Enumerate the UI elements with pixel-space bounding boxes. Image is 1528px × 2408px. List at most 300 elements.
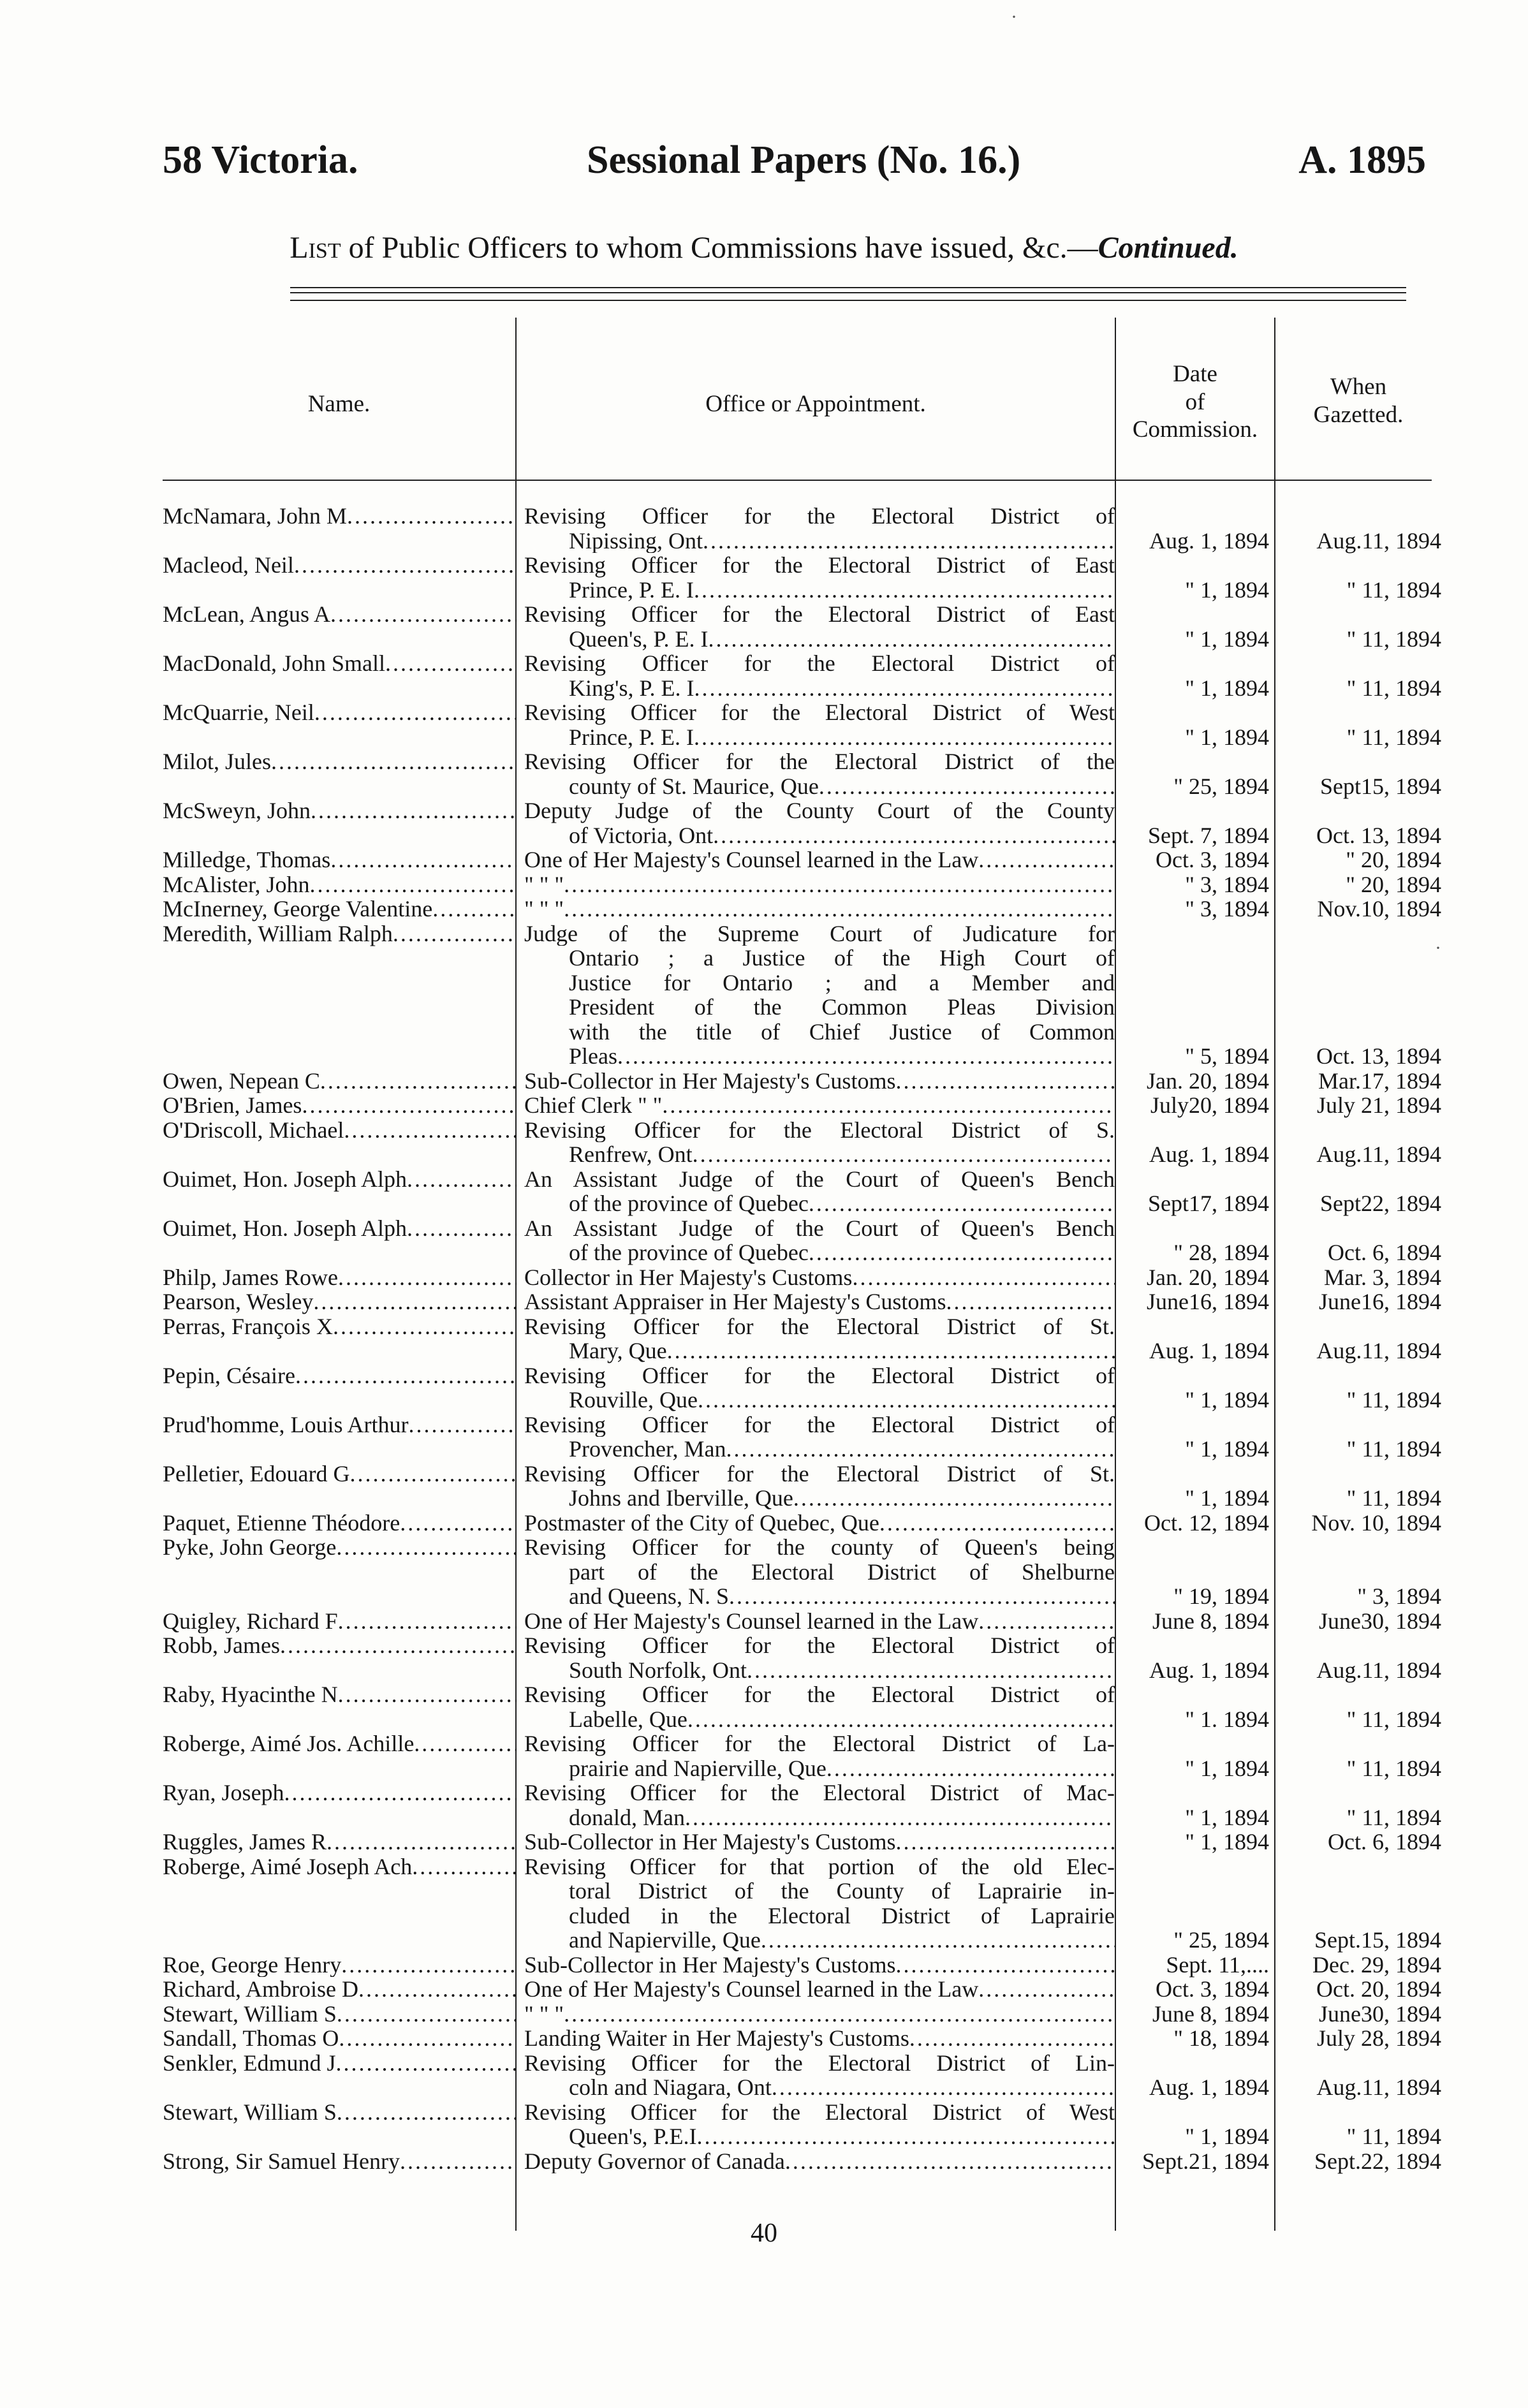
table-row (163, 651, 1441, 700)
office-line (524, 1191, 1115, 1216)
office-line-text: Deputy Judge of the County Court of the County (524, 798, 1115, 823)
leader-dots (400, 1511, 517, 1536)
gazetted-date: " 11, 1894 (1346, 2124, 1441, 2149)
officer-name-text: Philp, James Rowe (163, 1265, 338, 1289)
gazetted-date: Mar. 3, 1894 (1324, 1264, 1441, 1290)
office-line (524, 1216, 1115, 1241)
leader-dots (978, 1609, 1115, 1634)
office-line (524, 1486, 1115, 1511)
office-line-text: One of Her Majesty's Counsel learned in the Law (524, 848, 979, 872)
commission-date: Aug. 1, 1894 (1149, 527, 1269, 554)
leader-dots (879, 1511, 1115, 1536)
commission-date: " 1, 1894 (1185, 1387, 1269, 1413)
table-row (163, 1830, 1441, 1854)
table-row (163, 1535, 1441, 1609)
office-line-text: One of Her Majesty's Counsel learned in the Law (524, 1608, 979, 1633)
leader-dots (785, 2149, 1115, 2174)
table-row (163, 2051, 1441, 2100)
office-appointment (517, 553, 1115, 602)
leader-dots (564, 2002, 1115, 2027)
gazetted-date: " 11, 1894 (1346, 675, 1441, 701)
office-line (524, 798, 1115, 823)
office-line (524, 872, 1115, 897)
commission-date: " 25, 1894 (1173, 773, 1269, 799)
commission-date: Aug. 1, 1894 (1149, 1338, 1269, 1363)
office-appointment (517, 872, 1115, 897)
office-line (524, 823, 1115, 848)
commission-date: " 1, 1894 (1185, 1804, 1269, 1830)
office-line (524, 1044, 1115, 1069)
leader-dots (412, 1854, 517, 1879)
leader-dots (407, 1167, 517, 1192)
leader-dots (407, 1216, 517, 1241)
table-row (163, 1314, 1441, 1363)
leader-dots (311, 798, 517, 823)
leader-dots (271, 749, 517, 774)
officer-name (163, 700, 517, 749)
office-line (524, 995, 1115, 1020)
gazetted-date: Aug.11, 1894 (1316, 1657, 1441, 1683)
office-line-text: President of the Common Pleas Division (569, 995, 1115, 1020)
office-line (524, 602, 1115, 627)
gazetted-date: June16, 1894 (1319, 1289, 1441, 1314)
office-line (524, 2002, 1115, 2027)
office-appointment (517, 1535, 1115, 1609)
office-line-text: coln and Niagara, Ont (569, 2075, 772, 2100)
office-appointment (517, 1953, 1115, 1978)
office-line-text: Revising Officer for the Electoral District of (524, 1682, 1115, 1707)
top-rule-2 (290, 292, 1406, 293)
table-row (163, 798, 1441, 848)
office-line-text: Mary, Que (569, 1339, 667, 1363)
office-line (524, 2100, 1115, 2125)
office-line-text: Revising Officer for the Electoral District of the (524, 749, 1115, 774)
officer-name-text: Paquet, Etienne Théodore (163, 1510, 400, 1535)
office-line (524, 1879, 1115, 1904)
gazetted-date: Oct. 13, 1894 (1316, 1043, 1441, 1069)
gazetted-date: Sept.15, 1894 (1314, 1927, 1441, 1953)
table-row (163, 1977, 1441, 2002)
gazetted-date: " 11, 1894 (1346, 724, 1441, 750)
officer-name (163, 1265, 517, 1290)
caption-continued: Continued. (1098, 231, 1238, 265)
office-line-text: Judge of the Supreme Court of Judicature for (524, 921, 1115, 946)
office-line-text: Revising Officer for the Electoral District of West (524, 700, 1115, 725)
officer-name (163, 1289, 517, 1314)
gazetted-date: Sept.22, 1894 (1314, 2148, 1441, 2174)
office-line-text: " " " (524, 897, 564, 921)
officer-name (163, 1977, 517, 2002)
office-appointment (517, 1609, 1115, 1634)
office-line (524, 1560, 1115, 1585)
officer-name (163, 1167, 517, 1216)
running-head-center: Sessional Papers (No. 16.) (587, 138, 1021, 182)
gazetted-date: June30, 1894 (1319, 2001, 1441, 2027)
office-line-text: Revising Officer for the Electoral District of (524, 1633, 1115, 1658)
officer-name-text: Milot, Jules (163, 749, 272, 774)
gazetted-date: Oct. 13, 1894 (1316, 822, 1441, 848)
table-row (163, 848, 1441, 872)
office-line-text: with the title of Chief Justice of Common (569, 1019, 1115, 1044)
office-line (524, 1339, 1115, 1363)
officer-name-text: Sandall, Thomas O (163, 2026, 339, 2051)
office-line (524, 1142, 1115, 1167)
leader-dots (295, 1363, 517, 1388)
leader-dots (432, 897, 517, 921)
office-line-text: Justice for Ontario ; and a Member and (569, 970, 1115, 995)
leader-dots (852, 1265, 1115, 1290)
leader-dots (793, 1486, 1115, 1511)
table-row (163, 1633, 1441, 1682)
commission-date: Oct. 3, 1894 (1156, 847, 1269, 872)
office-line (524, 1437, 1115, 1462)
leader-dots (310, 872, 517, 897)
leader-dots (338, 1682, 517, 1707)
leader-dots (344, 1118, 517, 1143)
office-appointment (517, 602, 1115, 651)
office-line-text: Revising Officer for the Electoral District of La- (524, 1731, 1115, 1756)
commission-date: Sept17, 1894 (1147, 1191, 1269, 1216)
officer-name-text: McSweyn, John (163, 798, 311, 823)
leader-dots (333, 1314, 517, 1339)
gazetted-date: " 11, 1894 (1346, 576, 1441, 603)
officer-name-text: Prud'homme, Louis Arthur (163, 1412, 409, 1437)
leader-dots (314, 700, 517, 725)
office-line (524, 1020, 1115, 1045)
officer-name (163, 1633, 517, 1682)
office-line (524, 1928, 1115, 1953)
leader-dots (337, 2002, 517, 2027)
office-line-text: King's, P. E. I (569, 675, 694, 700)
leader-dots (703, 529, 1115, 554)
office-line-text: Pleas (569, 1044, 617, 1069)
office-appointment (517, 2100, 1115, 2149)
leader-dots (694, 578, 1115, 603)
office-line-text: donald, Man (569, 1805, 685, 1830)
table-row (163, 1731, 1441, 1780)
leader-dots (713, 823, 1115, 848)
officer-name-text: McInerney, George Valentine (163, 897, 433, 921)
office-line-text: toral District of the County of Laprairie in- (569, 1879, 1115, 1904)
office-line-text: prairie and Napierville, Que (569, 1756, 826, 1780)
leader-dots (687, 1707, 1115, 1732)
table-row (163, 602, 1441, 651)
office-appointment (517, 504, 1115, 553)
leader-dots (339, 2026, 517, 2051)
gazetted-date: July 21, 1894 (1316, 1092, 1441, 1118)
leader-dots (694, 725, 1115, 750)
gazetted-date: Mar.17, 1894 (1318, 1068, 1441, 1094)
leader-dots (978, 848, 1115, 872)
office-line-text: Revising Officer for the Electoral District of (524, 1363, 1115, 1388)
office-line-text: Revising Officer for the Electoral District of (524, 504, 1115, 529)
office-line (524, 700, 1115, 725)
office-line (524, 1289, 1115, 1314)
office-line-text: An Assistant Judge of the Court of Queen's Bench (524, 1166, 1115, 1191)
office-line-text: " " " (524, 2001, 564, 2026)
table-row (163, 1363, 1441, 1413)
office-line (524, 1413, 1115, 1437)
commissions-table (163, 504, 1441, 2173)
leader-dots (320, 1069, 517, 1094)
table-row (163, 749, 1441, 798)
officer-name-text: Strong, Sir Samuel Henry (163, 2148, 400, 2173)
officer-name-text: Pearson, Wesley (163, 1289, 314, 1314)
office-line (524, 1462, 1115, 1487)
office-line-text: Chief Clerk " " (524, 1093, 663, 1118)
office-line-text: " " " (524, 872, 564, 897)
officer-name-text: Roberge, Aimé Jos. Achille (163, 1731, 415, 1756)
officer-name-text: MacDonald, John Small (163, 651, 385, 676)
leader-dots (337, 2100, 517, 2125)
office-line (524, 749, 1115, 774)
gazetted-date: " 11, 1894 (1346, 1387, 1441, 1413)
commission-date: " 1, 1894 (1185, 2124, 1269, 2149)
office-line (524, 553, 1115, 578)
leader-dots (336, 2051, 517, 2076)
officer-name (163, 2100, 517, 2149)
gazetted-date: " 11, 1894 (1346, 1804, 1441, 1830)
office-line (524, 1118, 1115, 1143)
office-appointment (517, 897, 1115, 921)
office-line-text: Revising Officer for the Electoral District of St. (524, 1314, 1115, 1339)
office-line-text: of Victoria, Ont (569, 823, 714, 848)
leader-dots (327, 1830, 517, 1854)
officer-name (163, 1854, 517, 1953)
table-row (163, 1069, 1441, 1094)
officer-name-text: Stewart, William S (163, 2001, 337, 2026)
office-appointment (517, 1289, 1115, 1314)
office-line (524, 1953, 1115, 1978)
office-line-text: An Assistant Judge of the Court of Queen's Bench (524, 1215, 1115, 1240)
table-row (163, 872, 1441, 897)
officer-name-text: Raby, Hyacinthe N (163, 1682, 338, 1707)
commission-date: " 1. 1894 (1185, 1706, 1269, 1732)
header-name: Name. (307, 391, 371, 417)
office-line-text: Revising Officer for the Electoral District of Mac- (524, 1780, 1115, 1805)
office-line-text: Renfrew, Ont (569, 1142, 693, 1167)
office-line-text: Revising Officer for the Electoral District of (524, 1412, 1115, 1437)
officer-name (163, 1413, 517, 1462)
gazetted-date: " 11, 1894 (1346, 1706, 1441, 1732)
margin-mark: · (1011, 6, 1017, 27)
commission-date: Sept. 7, 1894 (1147, 822, 1269, 848)
office-line (524, 1682, 1115, 1707)
leader-dots (809, 1191, 1115, 1216)
leader-dots (330, 602, 517, 627)
office-line-text: Nipissing, Ont (569, 528, 703, 553)
office-line (524, 1658, 1115, 1683)
officer-name-text: Stewart, William S (163, 2099, 337, 2125)
officer-name-text: O'Brien, James (163, 1093, 302, 1118)
leader-dots (826, 1756, 1115, 1781)
office-appointment (517, 2026, 1115, 2051)
office-line (524, 1633, 1115, 1658)
leader-dots (414, 1731, 517, 1756)
commission-date: " 3, 1894 (1185, 871, 1269, 897)
office-line (524, 2026, 1115, 2051)
commission-date: " 19, 1894 (1173, 1583, 1269, 1609)
office-appointment (517, 700, 1115, 749)
leader-dots (729, 1584, 1115, 1609)
office-line-text: Revising Officer for the Electoral District of West (524, 2099, 1115, 2124)
officer-name (163, 1535, 517, 1609)
leader-dots (895, 1069, 1115, 1094)
gazetted-date: Aug.11, 1894 (1316, 1142, 1441, 1167)
office-line (524, 774, 1115, 799)
office-line-text: Labelle, Que (569, 1707, 687, 1731)
leader-dots (694, 676, 1115, 701)
table-row (163, 2002, 1441, 2027)
office-line-text: One of Her Majesty's Counsel learned in the Law (524, 1977, 979, 2002)
office-appointment (517, 921, 1115, 1069)
table-row (163, 1167, 1441, 1216)
office-appointment (517, 848, 1115, 872)
office-line (524, 1240, 1115, 1265)
gazetted-date: Nov. 10, 1894 (1311, 1509, 1441, 1536)
leader-dots (978, 1977, 1115, 2002)
office-line-text: Revising Officer for the Electoral District of East (524, 602, 1115, 627)
caption-main: of Public Officers to whom Commissions have issued, &c.— (348, 231, 1098, 265)
officer-name-text: Ouimet, Hon. Joseph Alph (163, 1166, 407, 1192)
leader-dots (662, 1093, 1115, 1118)
office-line-text: and Queens, N. S (569, 1584, 729, 1609)
office-line (524, 2075, 1115, 2100)
office-line-text: county of St. Maurice, Que (569, 774, 819, 798)
office-line-text: South Norfolk, Ont (569, 1657, 747, 1682)
leader-dots (696, 2124, 1115, 2149)
leader-dots (698, 1388, 1115, 1413)
gazetted-date: Oct. 20, 1894 (1316, 1976, 1441, 2002)
officer-name-text: Meredith, William Ralph (163, 921, 393, 946)
table-caption (0, 233, 1528, 263)
leader-dots (330, 848, 517, 872)
commission-date: " 18, 1894 (1173, 2025, 1269, 2051)
office-line-text: Sub-Collector in Her Majesty's Customs (524, 1068, 896, 1093)
officer-name (163, 749, 517, 798)
leader-dots (564, 897, 1115, 921)
commission-date: June 8, 1894 (1152, 2001, 1269, 2027)
officer-name (163, 1511, 517, 1536)
leader-dots (747, 1658, 1115, 1683)
gazetted-date: Aug.11, 1894 (1316, 527, 1441, 554)
office-line (524, 1756, 1115, 1781)
gazetted-date: " 20, 1894 (1346, 871, 1441, 897)
leader-dots (338, 1609, 517, 1634)
officer-name-text: Quigley, Richard F (163, 1608, 338, 1633)
office-line-text: Revising Officer for that portion of the old Elec- (524, 1854, 1115, 1879)
officer-name-text: Roberge, Aimé Joseph Ach (163, 1854, 413, 1879)
officer-name (163, 1069, 517, 1094)
officer-name (163, 1093, 517, 1118)
gazetted-date: Sept22, 1894 (1319, 1191, 1441, 1216)
office-line (524, 1388, 1115, 1413)
table-row (163, 1093, 1441, 1118)
officer-name (163, 504, 517, 553)
leader-dots (385, 651, 517, 676)
office-line-text: of the province of Quebec (569, 1240, 809, 1265)
table-row (163, 2149, 1441, 2174)
gazetted-date: " 11, 1894 (1346, 1436, 1441, 1462)
office-appointment (517, 1633, 1115, 1682)
officer-name-text: Owen, Nepean C (163, 1068, 320, 1093)
gazetted-date: " 11, 1894 (1346, 1485, 1441, 1511)
officer-name (163, 2051, 517, 2100)
leader-dots (336, 1535, 517, 1560)
office-line-text: part of the Electoral District of Shelburne (569, 1559, 1115, 1584)
office-appointment (517, 1216, 1115, 1265)
leader-dots (895, 1953, 1115, 1978)
commission-date: " 1, 1894 (1185, 1436, 1269, 1462)
table-row (163, 504, 1441, 553)
officer-name-text: Pelletier, Edouard G (163, 1461, 350, 1487)
officer-name (163, 921, 517, 1069)
commission-date: " 28, 1894 (1173, 1240, 1269, 1265)
office-line (524, 1584, 1115, 1609)
leader-dots (685, 1805, 1115, 1830)
office-appointment (517, 1118, 1115, 1167)
office-appointment (517, 1069, 1115, 1094)
commission-date: Aug. 1, 1894 (1149, 2074, 1269, 2100)
officer-name (163, 848, 517, 872)
office-line (524, 1904, 1115, 1928)
commission-date: Aug. 1, 1894 (1149, 1657, 1269, 1683)
table-row (163, 1682, 1441, 1731)
officer-name-text: Perras, François X (163, 1314, 333, 1339)
gazetted-date: " 11, 1894 (1346, 1755, 1441, 1781)
gazetted-date: Dec. 29, 1894 (1312, 1951, 1441, 1978)
header-gazetted: When Gazetted. (1313, 374, 1404, 428)
officer-name-text: Robb, James (163, 1633, 280, 1658)
office-appointment (517, 1167, 1115, 1216)
office-appointment (517, 2002, 1115, 2027)
leader-dots (294, 553, 517, 578)
office-line (524, 1805, 1115, 1830)
office-line-text: Collector in Her Majesty's Customs (524, 1265, 853, 1289)
gazetted-date: July 28, 1894 (1316, 2025, 1441, 2051)
table-row (163, 897, 1441, 921)
office-line (524, 1069, 1115, 1094)
margin-mark: · (1435, 937, 1441, 958)
office-appointment (517, 2149, 1115, 2174)
office-line-text: Queen's, P.E.I (569, 2124, 697, 2149)
officer-name-text: McNamara, John M (163, 504, 347, 529)
office-line-text: of the province of Quebec (569, 1191, 809, 1216)
office-line-text: Assistant Appraiser in Her Majesty's Customs (524, 1289, 946, 1314)
table-row (163, 553, 1441, 602)
table-row (163, 1413, 1441, 1462)
office-line-text: Deputy Governor of Canada (524, 2148, 785, 2173)
office-appointment (517, 1511, 1115, 1536)
table-row (163, 2100, 1441, 2149)
leader-dots (284, 1780, 517, 1805)
office-line (524, 1314, 1115, 1339)
office-line-text: Revising Officer for the Electoral District of St. (524, 1461, 1115, 1486)
office-line (524, 627, 1115, 652)
table-row (163, 1609, 1441, 1634)
office-line (524, 2149, 1115, 2174)
office-appointment (517, 1780, 1115, 1830)
gazetted-date: Oct. 6, 1894 (1328, 1829, 1441, 1854)
officer-name-text: Macleod, Neil (163, 553, 294, 578)
office-line (524, 1511, 1115, 1536)
caption-lead: List (290, 231, 341, 265)
office-appointment (517, 1731, 1115, 1780)
office-line (524, 2124, 1115, 2149)
commission-date: " 5, 1894 (1185, 1043, 1269, 1069)
commission-date: Oct. 3, 1894 (1156, 1976, 1269, 2002)
leader-dots (338, 1265, 517, 1290)
